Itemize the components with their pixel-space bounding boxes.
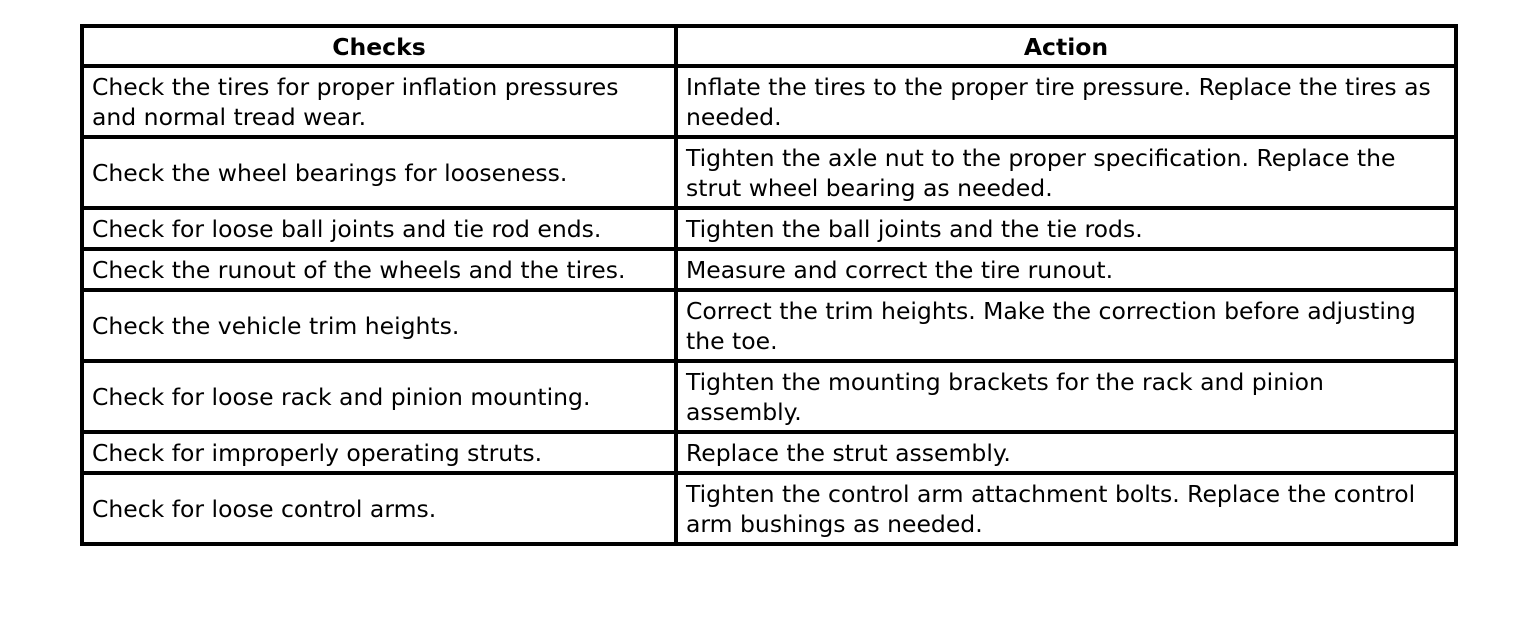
table-row [82, 290, 1456, 361]
action-cell: Tighten the control arm attachment bolts. Replace the control arm bushings as needed. [676, 473, 1456, 544]
check-cell: Check the tires for proper inflation pressures and normal tread wear. [82, 66, 676, 137]
action-cell: Measure and correct the tire runout. [676, 249, 1456, 290]
table-header-row [82, 26, 1456, 66]
table-row [82, 473, 1456, 544]
action-cell: Replace the strut assembly. [676, 432, 1456, 473]
checks-actions-table [80, 24, 1458, 546]
action-cell: Tighten the axle nut to the proper specification. Replace the strut wheel bearing as needed. [676, 137, 1456, 208]
action-cell: Tighten the mounting brackets for the rack and pinion assembly. [676, 361, 1456, 432]
table-row [82, 361, 1456, 432]
check-cell: Check the vehicle trim heights. [82, 290, 676, 361]
checks-actions-table-container [80, 24, 1454, 546]
action-cell: Tighten the ball joints and the tie rods. [676, 208, 1456, 249]
table-row [82, 249, 1456, 290]
check-cell: Check for loose rack and pinion mounting. [82, 361, 676, 432]
check-cell: Check for loose control arms. [82, 473, 676, 544]
table-row [82, 432, 1456, 473]
action-cell: Inflate the tires to the proper tire pressure. Replace the tires as needed. [676, 66, 1456, 137]
table-row [82, 208, 1456, 249]
check-cell: Check the runout of the wheels and the tires. [82, 249, 676, 290]
table-row [82, 137, 1456, 208]
check-cell: Check for loose ball joints and tie rod ends. [82, 208, 676, 249]
header-action: Action [676, 26, 1456, 66]
table-row [82, 66, 1456, 137]
check-cell: Check the wheel bearings for looseness. [82, 137, 676, 208]
check-cell: Check for improperly operating struts. [82, 432, 676, 473]
header-checks: Checks [82, 26, 676, 66]
action-cell: Correct the trim heights. Make the correction before adjusting the toe. [676, 290, 1456, 361]
